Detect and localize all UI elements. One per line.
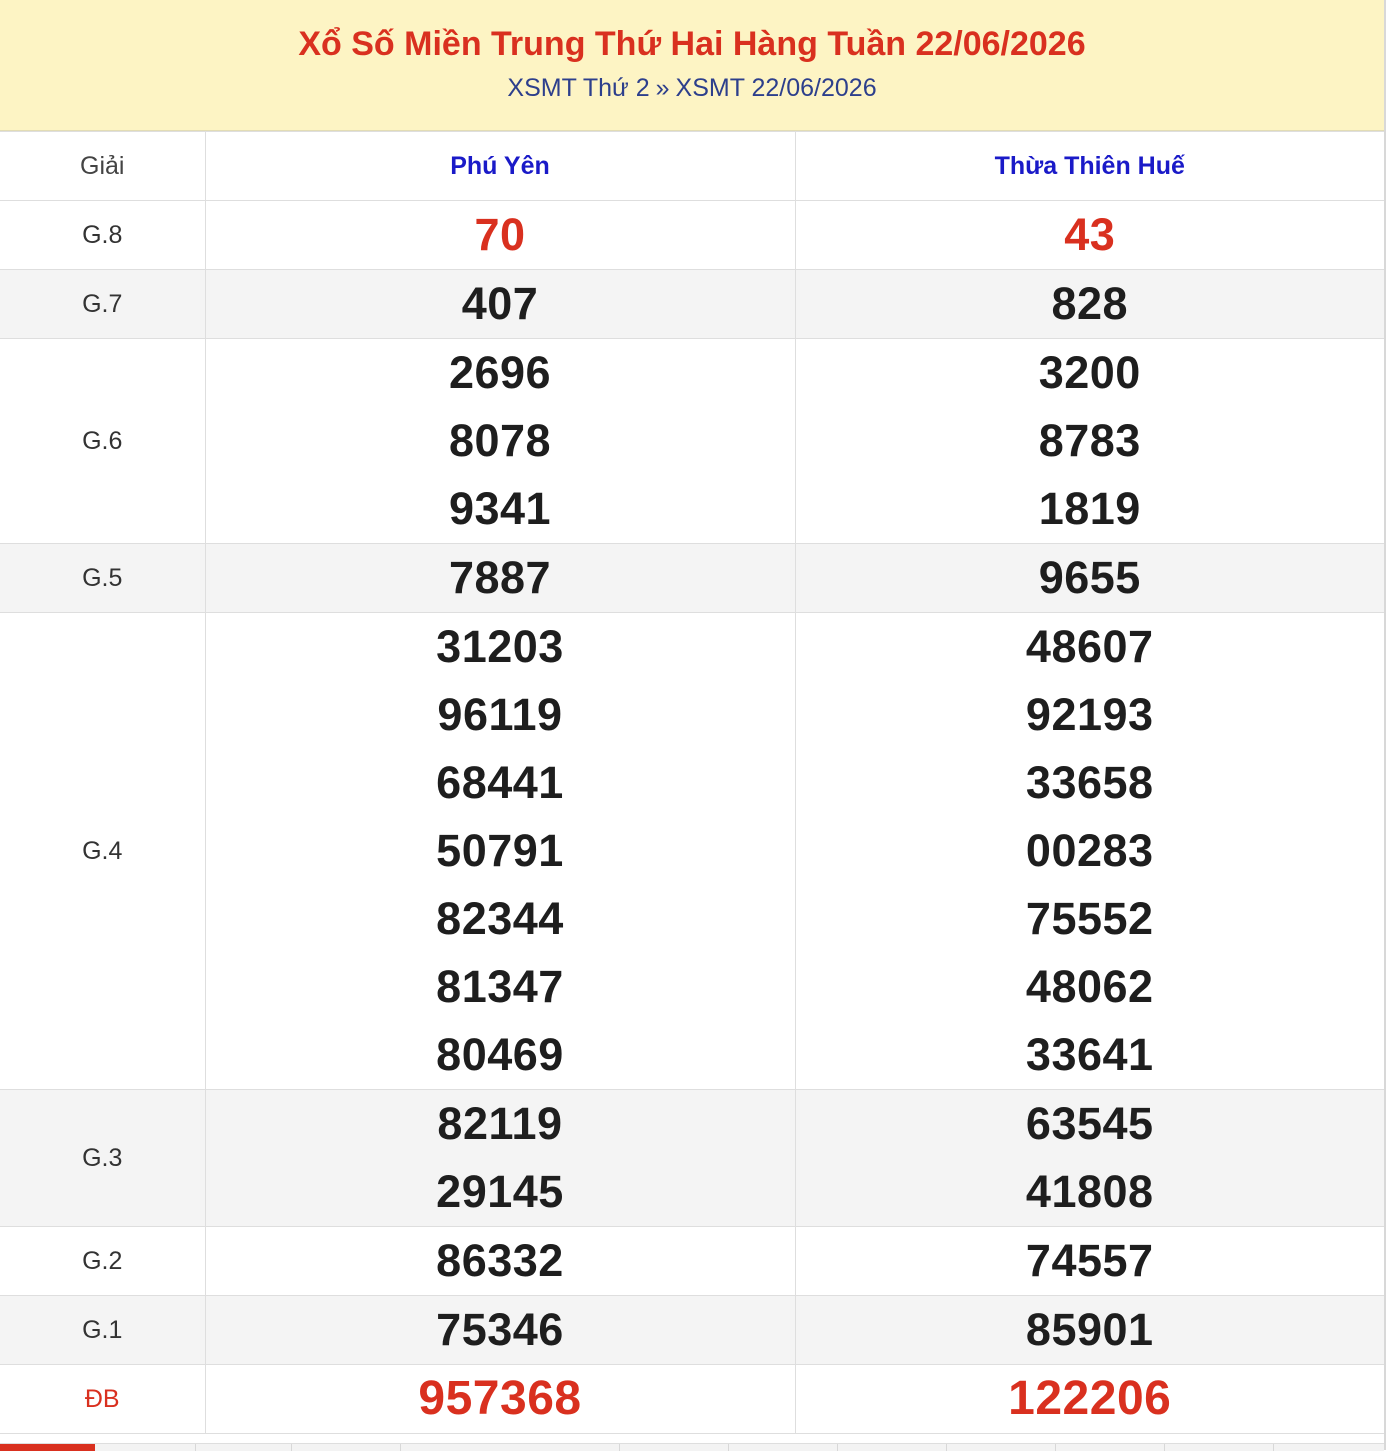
prize-cell	[795, 1296, 1384, 1365]
winning-number: 9655	[1038, 552, 1141, 603]
winning-number: 74557	[1025, 1235, 1154, 1286]
prize-cell	[795, 201, 1384, 270]
column-header-province[interactable]: Thừa Thiên Huế	[795, 132, 1384, 201]
prize-cell	[205, 1296, 795, 1365]
winning-number: 48607	[1025, 621, 1154, 672]
prize-cell	[795, 270, 1384, 339]
winning-number: 828	[1051, 278, 1129, 329]
winning-number: 43	[1064, 209, 1116, 260]
prize-cell	[795, 544, 1384, 613]
winning-number: 29145	[436, 1166, 564, 1217]
winning-number: 407	[461, 278, 539, 329]
prize-cell	[795, 1227, 1384, 1296]
winning-number: 122206	[1008, 1372, 1172, 1425]
prize-cell	[205, 201, 795, 270]
prize-cell	[795, 339, 1384, 544]
breadcrumb	[0, 73, 1384, 103]
winning-number: 75346	[436, 1304, 564, 1355]
winning-number: 85901	[1025, 1304, 1154, 1355]
prize-cell	[205, 1365, 795, 1434]
winning-number: 00283	[1025, 825, 1154, 876]
winning-number: 33658	[1025, 757, 1154, 808]
prize-cell	[795, 1090, 1384, 1227]
column-header-province[interactable]: Phú Yên	[205, 132, 795, 201]
winning-number: 81347	[436, 961, 564, 1012]
winning-number: 41808	[1025, 1166, 1154, 1217]
winning-number: 8078	[448, 415, 552, 466]
prize-row	[0, 1296, 1384, 1365]
winning-number: 9341	[448, 483, 552, 534]
winning-number: 68441	[436, 757, 564, 808]
prize-label: G.1	[0, 1296, 205, 1365]
winning-number: 31203	[436, 621, 564, 672]
winning-number: 48062	[1025, 961, 1154, 1012]
prize-row	[0, 1365, 1384, 1434]
winning-number: 70	[474, 209, 526, 260]
prize-row	[0, 1227, 1384, 1296]
prize-cell	[205, 544, 795, 613]
winning-number: 63545	[1025, 1098, 1154, 1149]
prize-label: G.7	[0, 270, 205, 339]
prize-row	[0, 1090, 1384, 1227]
prize-label: G.8	[0, 201, 205, 270]
prize-label: G.5	[0, 544, 205, 613]
winning-number: 92193	[1025, 689, 1154, 740]
winning-number: 82119	[437, 1098, 563, 1149]
prize-row	[0, 201, 1384, 270]
winning-number: 96119	[437, 689, 563, 740]
prize-cell	[205, 1227, 795, 1296]
prize-label: ĐB	[0, 1365, 205, 1434]
results-table	[0, 131, 1384, 1434]
table-header-row	[0, 132, 1384, 201]
results-body	[0, 201, 1384, 1434]
prize-cell	[795, 613, 1384, 1090]
winning-number: 2696	[448, 347, 552, 398]
prize-row	[0, 270, 1384, 339]
breadcrumb-separator: »	[655, 74, 670, 102]
winning-number: 50791	[436, 825, 564, 876]
prize-label: G.6	[0, 339, 205, 544]
prize-row	[0, 339, 1384, 544]
winning-number: 1819	[1038, 483, 1141, 534]
winning-number: 8783	[1038, 415, 1141, 466]
prize-label: G.3	[0, 1090, 205, 1227]
winning-number: 7887	[448, 552, 552, 603]
breadcrumb-link-date[interactable]: XSMT 22/06/2026	[675, 74, 877, 102]
page-title: Xổ Số Miền Trung Thứ Hai Hàng Tuần 22/06/2026	[298, 25, 1086, 63]
winning-number: 3200	[1038, 347, 1141, 398]
winning-number: 80469	[436, 1029, 564, 1080]
prize-cell	[205, 613, 795, 1090]
winning-number: 82344	[436, 893, 564, 944]
breadcrumb-link-weekday[interactable]: XSMT Thứ 2	[507, 74, 650, 102]
prize-cell	[205, 270, 795, 339]
prize-label: G.4	[0, 613, 205, 1090]
prize-cell	[205, 339, 795, 544]
prize-row	[0, 544, 1384, 613]
winning-number: 75552	[1025, 893, 1154, 944]
prize-cell	[205, 1090, 795, 1227]
results-header	[0, 0, 1384, 131]
prize-label: G.2	[0, 1227, 205, 1296]
prize-cell	[795, 1365, 1384, 1434]
winning-number: 86332	[436, 1235, 564, 1286]
column-header-prize: Giải	[0, 132, 205, 201]
prize-row	[0, 613, 1384, 1090]
winning-number: 33641	[1025, 1029, 1154, 1080]
winning-number: 957368	[418, 1372, 582, 1425]
